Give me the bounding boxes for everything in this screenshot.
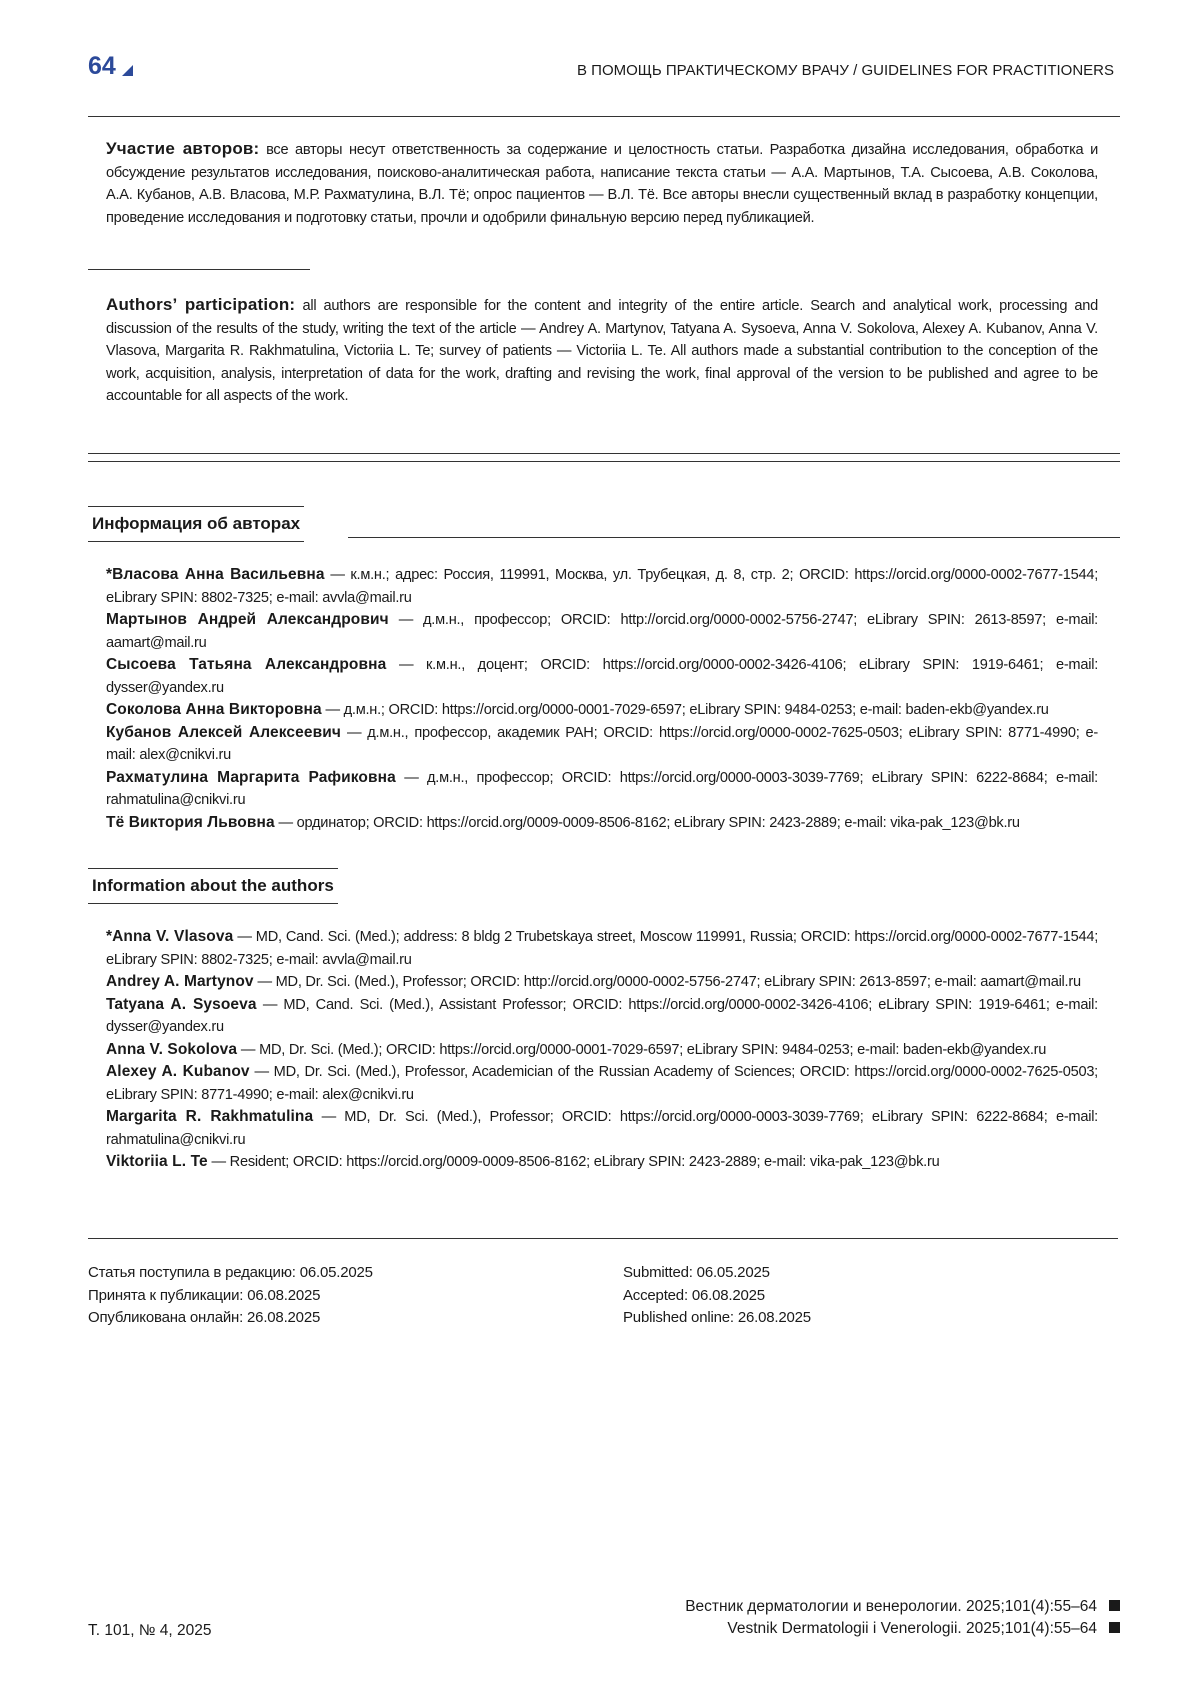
author-entry [106, 1151, 1098, 1174]
author-name: Соколова Анна Викторовна [106, 701, 322, 718]
participation-en-label: Authors’ participation: [106, 295, 296, 314]
short-divider [88, 269, 310, 270]
accepted-en: Accepted: 06.08.2025 [623, 1286, 765, 1304]
author-name: *Anna V. Vlasova [106, 928, 234, 945]
submitted-ru: Статья поступила в редакцию: 06.05.2025 [88, 1264, 373, 1281]
author-name: Tatyana A. Sysoeva [106, 995, 257, 1013]
author-entry [106, 1039, 1098, 1062]
double-rule-top [88, 453, 1120, 454]
author-details: — д.м.н., профессор; ORCID: https://orcid.org/0000-0003-3039-7769; eLibrary SPIN: 6222-8684; e-mail: rahmatulina@cnikvi.ru [106, 769, 1098, 808]
square-bullet-icon [1109, 1600, 1120, 1611]
participation-ru [106, 138, 1098, 229]
authors-ru-title: Информация об авторах [88, 506, 304, 542]
author-name: Рахматулина Маргарита Рафиковна [106, 768, 396, 786]
journal-citation-ru: Вестник дерматологии и венерологии. 2025;101(4):55–64 [685, 1598, 1097, 1615]
author-name: Мартынов Андрей Александрович [106, 611, 389, 628]
author-entry [106, 564, 1098, 609]
participation-ru-label: Участие авторов: [106, 139, 260, 158]
author-name: Сысоева Татьяна Александровна [106, 656, 387, 673]
author-entry [106, 699, 1098, 722]
author-entry [106, 1061, 1098, 1106]
author-details: — к.м.н.; адрес: Россия, 119991, Москва, ул. Трубецкая, д. 8, стр. 2; ORCID: https://orcid.org/0000-0002-7677-1544; eLibrary SPIN: 8802-7325; e-mail: avvla@mail.ru [106, 567, 1099, 606]
author-entry [106, 1106, 1098, 1151]
dates-en [623, 1262, 811, 1330]
author-details: — д.м.н.; ORCID: https://orcid.org/0000-0001-7029-6597; eLibrary SPIN: 9484-0253; e-mail: baden-ekb@yandex.ru [325, 702, 1049, 718]
author-name: Andrey A. Martynov [106, 973, 254, 990]
author-name: *Власова Анна Васильевна [106, 566, 325, 583]
author-name: Viktoriia L. Te [106, 1153, 208, 1170]
submitted-en: Submitted: 06.05.2025 [623, 1264, 770, 1281]
double-rule-bottom [88, 461, 1120, 462]
author-entry [106, 926, 1098, 971]
corner-triangle-icon [122, 65, 133, 76]
author-details: — MD, Dr. Sci. (Med.), Professor; ORCID: https://orcid.org/0000-0003-3039-7769; eLibrary SPIN: 6222-8684; e-mail: rahmatulina@cnikvi.ru [106, 1109, 1098, 1148]
author-name: Alexey A. Kubanov [106, 1063, 250, 1080]
author-details: — MD, Dr. Sci. (Med.), Professor; ORCID: http://orcid.org/0000-0002-5756-2747; eLibrary SPIN: 2613-8597; e-mail: aamart@mail.ru [257, 974, 1081, 990]
author-details: — ординатор; ORCID: https://orcid.org/0009-0009-8506-8162; eLibrary SPIN: 2423-2889; e-mail: vika-pak_123@bk.ru [278, 814, 1020, 831]
square-bullet-icon [1109, 1622, 1120, 1633]
author-details: — MD, Cand. Sci. (Med.); address: 8 bldg 2 Trubetskaya street, Moscow 119991, Russia; ORCID: https://orcid.org/0000-0002-7677-1544; eLibrary SPIN: 8802-7325; e-mail: avvla@mail.ru [106, 929, 1099, 968]
author-name: Кубанов Алексей Алексеевич [106, 723, 341, 741]
authors-en-list [106, 926, 1098, 1174]
author-entry [106, 654, 1098, 699]
author-entry [106, 722, 1098, 767]
journal-citation [685, 1596, 1120, 1640]
accepted-ru: Принята к публикации: 06.08.2025 [88, 1286, 321, 1304]
authors-en-title: Information about the authors [88, 868, 338, 904]
header-rule [88, 116, 1120, 117]
author-entry [106, 994, 1098, 1039]
author-details: — MD, Dr. Sci. (Med.); ORCID: https://orcid.org/0000-0001-7029-6597; eLibrary SPIN: 9484-0253; e-mail: baden-ekb@yandex.ru [240, 1041, 1047, 1058]
author-entry [106, 767, 1098, 812]
author-name: Тё Виктория Львовна [106, 813, 275, 831]
author-name: Margarita R. Rakhmatulina [106, 1108, 314, 1125]
authors-ru-title-rule [348, 537, 1120, 538]
author-details: — д.м.н., профессор; ORCID: http://orcid.org/0000-0002-5756-2747; eLibrary SPIN: 2613-8597; e-mail: aamart@mail.ru [106, 612, 1098, 651]
volume-issue: Т. 101, № 4, 2025 [88, 1622, 212, 1639]
published-ru: Опубликована онлайн: 26.08.2025 [88, 1309, 321, 1326]
author-details: — Resident; ORCID: https://orcid.org/0009-0009-8506-8162; eLibrary SPIN: 2423-2889; e-mail: vika-pak_123@bk.ru [211, 1154, 940, 1170]
author-details: — MD, Dr. Sci. (Med.), Professor, Academician of the Russian Academy of Sciences; ORCID: https://orcid.org/0000-0002-7625-0503; eLibrary SPIN: 8771-4990; e-mail: alex@cnikvi.ru [106, 1064, 1098, 1103]
author-details: — к.м.н., доцент; ORCID: https://orcid.org/0000-0002-3426-4106; eLibrary SPIN: 1919-6461; e-mail: dysser@yandex.ru [106, 657, 1098, 696]
author-entry [106, 812, 1098, 835]
author-entry [106, 971, 1098, 994]
dates-ru [88, 1262, 373, 1330]
page-number: 64 [88, 52, 133, 81]
journal-citation-en: Vestnik Dermatologii i Venerologii. 2025;101(4):55–64 [727, 1620, 1097, 1637]
author-details: — MD, Cand. Sci. (Med.), Assistant Professor; ORCID: https://orcid.org/0000-0002-3426-4106; eLibrary SPIN: 1919-6461; e-mail: dysser@yandex.ru [106, 996, 1098, 1035]
participation-en [106, 294, 1098, 408]
authors-ru-list [106, 564, 1098, 834]
author-details: — д.м.н., профессор, академик РАН; ORCID: https://orcid.org/0000-0002-7625-0503; eLibrary SPIN: 8771-4990; e-mail: alex@cnikvi.ru [106, 724, 1098, 763]
author-name: Anna V. Sokolova [106, 1040, 238, 1058]
participation-en-text: all authors are responsible for the content and integrity of the entire article. Search and analytical work, processing and discussion of the results of the study, writing the text of the article — Andrey A. Martynov, Tatyana A. Sysoeva, Anna V. Sokolova, Alexey A. Kubanov, Anna V. Vlasova, Margarita R. Rakhmatulina, Victoriia L. Te; survey of patients — Victoriia L. Te. All authors made a substantial contribution to the conception of the work, acquisition, analysis, interpretation of data for the work, drafting and revising the work, final approval of the version to be published and agree to be accountable for all aspects of the work. [106, 298, 1098, 404]
published-en: Published online: 26.08.2025 [623, 1309, 811, 1326]
running-title: В ПОМОЩЬ ПРАКТИЧЕСКОМУ ВРАЧУ / GUIDELINES FOR PRACTITIONERS [577, 62, 1114, 79]
participation-ru-text: все авторы несут ответственность за содержание и целостность статьи. Разработка дизайна исследования, обработка и обсуждение результатов исследования, поисково-аналитическая работа, написание текста статьи — А.А. Мартынов, Т.А. Сысоева, А.В. Соколова, А.А. Кубанов, А.В. Власова, М.Р. Рахматулина, В.Л. Тё; опрос пациентов — В.Л. Тё. Все авторы внесли существенный вклад в разработку концепции, проведение исследования и подготовку статьи, прочли и одобрили финальную версию перед публикацией. [106, 142, 1098, 226]
dates-rule [88, 1238, 1118, 1239]
author-entry [106, 609, 1098, 654]
